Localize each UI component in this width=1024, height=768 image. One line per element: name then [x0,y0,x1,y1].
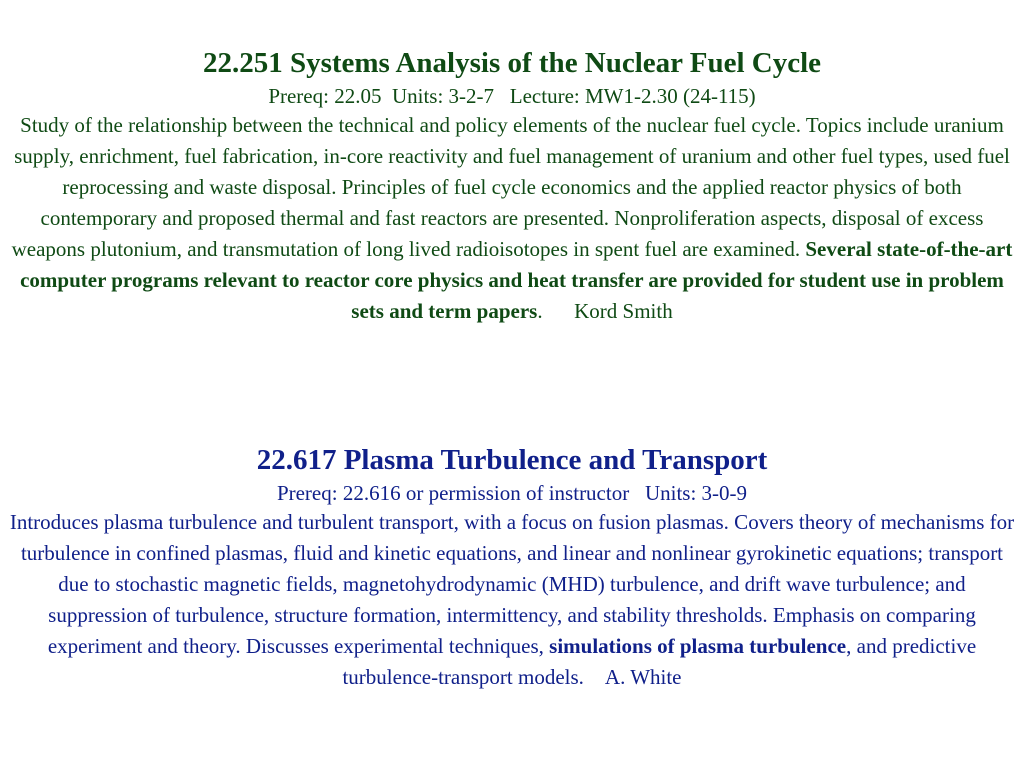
course-entry-22-251 [8,44,1016,327]
course-description [8,110,1016,327]
course-title: 22.617 Plasma Turbulence and Transport [256,444,768,476]
description-text: Introduces plasma turbulence and turbulent transport, with a focus on fusion plasmas. Covers theory of mechanisms for turbulence in confined plasmas, fluid and kinetic equations, and linear and nonlinear gyrokinetic equations; transport due to stochastic magnetic fields, magnetohydrodynamic (MHD) turbulence, and drift wave turbulence; and suppression of turbulence, structure formation, intermittency, and stability thresholds. Emphasis on comparing experiment and theory. Discusses experimental techniques, [9,510,1015,658]
course-entry-22-617 [8,441,1016,693]
highlighted-text: Several state-of-the-art computer programs relevant to reactor core physics and heat transfer are provided for student use in problem sets and term papers [20,237,1013,323]
course-title: 22.251 Systems Analysis of the Nuclear Fuel Cycle [202,47,822,79]
description-text: Study of the relationship between the technical and policy elements of the nuclear fuel cycle. Topics include uranium supply, enrichment, fuel fabrication, in-core reactivity and fuel management of uranium and other fuel types, used fuel reprocessing and waste disposal. Principles of fuel cycle economics and the applied reactor physics of both contemporary and proposed thermal and fast reactors are presented. Nonproliferation aspects, disposal of excess weapons plutonium, and transmutation of long lived radioisotopes in spent fuel are examined. [11,113,1010,261]
description-tail: , and predictive turbulence-transport models. [342,634,977,689]
instructor-name: A. White [604,665,682,689]
description-tail: . [537,299,543,323]
course-prereq: Prereq: 22.616 or permission of instructor Units: 3-0-9 [276,481,748,505]
course-prereq: Prereq: 22.05 Units: 3-2-7 Lecture: MW1-2.30 (24-115) [268,84,756,108]
instructor-name: Kord Smith [574,299,673,323]
course-description [8,507,1016,693]
highlighted-text: simulations of plasma turbulence [549,634,847,658]
